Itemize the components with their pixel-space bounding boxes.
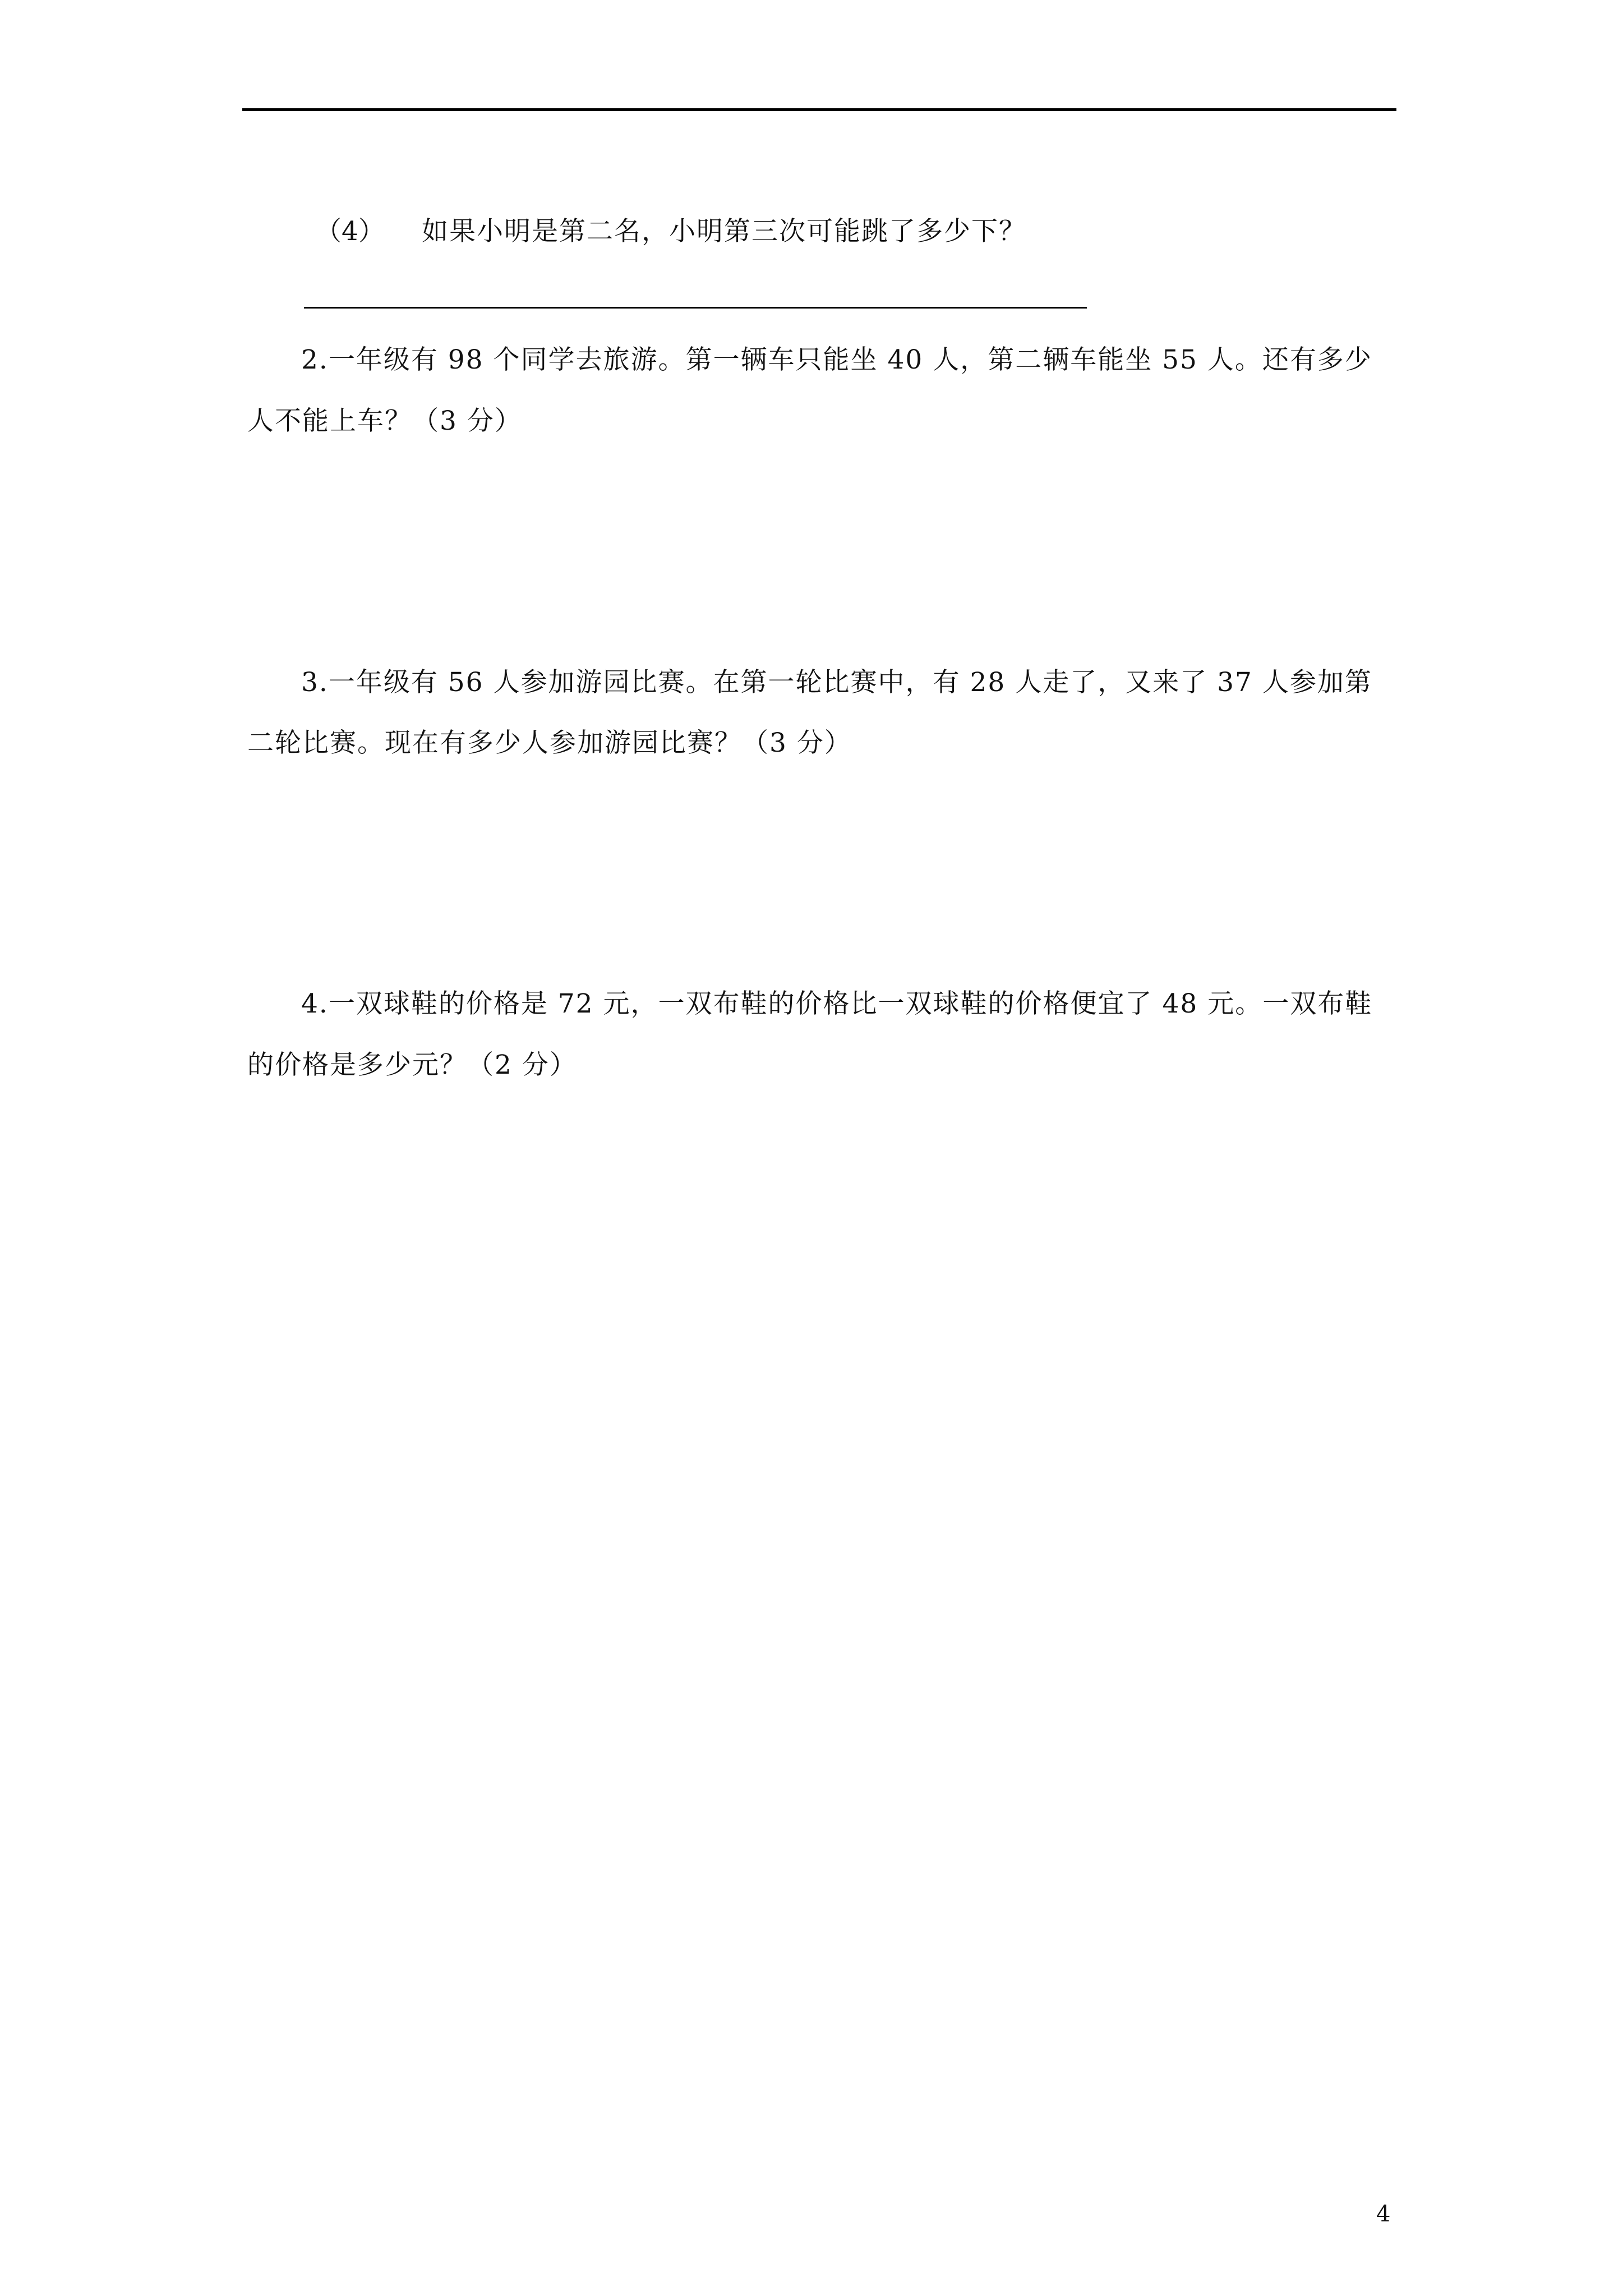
- problem-3-line-2: 二轮比赛。现在有多少人参加游园比赛？（3 分）: [247, 728, 852, 758]
- header-rule: [242, 108, 1396, 111]
- problem-3-line-1: 3.一年级有 56 人参加游园比赛。在第一轮比赛中，有 28 人走了，又来了 37 人参加第: [301, 667, 1372, 698]
- problem-4-line-2: 的价格是多少元？（2 分）: [247, 1050, 577, 1080]
- sub-question-text: 如果小明是第二名，小明第三次可能跳了多少下？: [422, 216, 1026, 247]
- sub-question-number: （4）: [315, 216, 385, 247]
- page-number: 4: [1376, 2201, 1391, 2227]
- problem-2-line-1: 2.一年级有 98 个同学去旅游。第一辆车只能坐 40 人，第二辆车能坐 55 人。还有多少: [301, 344, 1372, 375]
- problem-4-line-1: 4.一双球鞋的价格是 72 元，一双布鞋的价格比一双球鞋的价格便宜了 48 元。一双布鞋: [301, 988, 1373, 1019]
- problem-2-line-2: 人不能上车？（3 分）: [247, 406, 522, 436]
- answer-blank-line: [304, 307, 1087, 309]
